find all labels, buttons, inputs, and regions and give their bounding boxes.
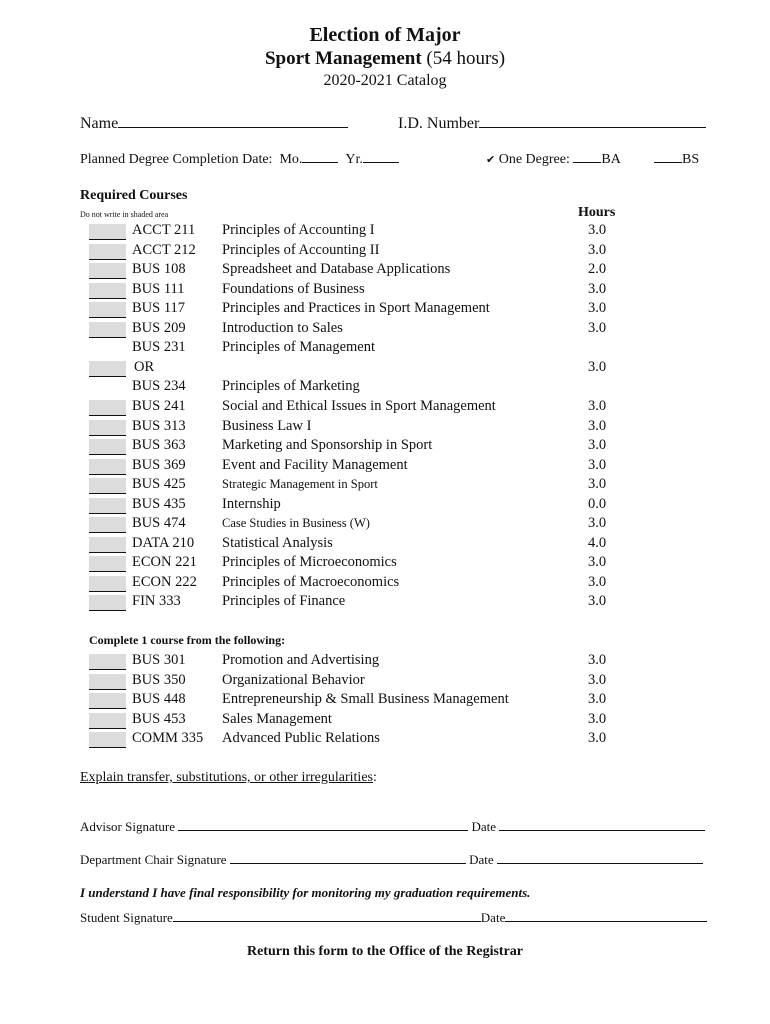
- name-field[interactable]: [80, 115, 348, 133]
- course-code: BUS 241: [132, 397, 186, 414]
- chair-signature-line[interactable]: [230, 863, 466, 864]
- course-row: [0, 652, 770, 671]
- grade-box[interactable]: [89, 361, 126, 377]
- grade-box[interactable]: [89, 713, 126, 729]
- course-row: [0, 281, 770, 300]
- chair-signature-field: [80, 852, 703, 868]
- course-name: Organizational Behavior: [222, 671, 365, 688]
- hours-heading: Hours: [578, 205, 616, 220]
- grade-box[interactable]: [89, 478, 126, 494]
- responsibility-statement: I understand I have final responsibility for monitoring my graduation requirements.: [80, 885, 531, 900]
- electives-heading: Complete 1 course from the following:: [89, 633, 286, 647]
- course-hours: 3.0: [587, 319, 607, 336]
- grade-box[interactable]: [89, 595, 126, 611]
- student-signature-field: [80, 910, 707, 926]
- course-row: [0, 398, 770, 417]
- course-hours: 3.0: [587, 671, 607, 688]
- irregularities-label: Explain transfer, substitutions, or other irregularities: [80, 770, 373, 785]
- id-number-label: I.D. Number: [398, 115, 480, 132]
- ba-label: BA: [601, 152, 621, 167]
- grade-box[interactable]: [89, 556, 126, 572]
- grade-box[interactable]: [89, 283, 126, 299]
- course-name: Case Studies in Business (W): [222, 516, 370, 531]
- advisor-signature-label: Advisor Signature: [80, 819, 175, 834]
- course-hours: 4.0: [587, 534, 607, 551]
- grade-box[interactable]: [89, 439, 126, 455]
- course-name: Principles of Finance: [222, 593, 346, 610]
- course-row: [0, 730, 770, 749]
- grade-box[interactable]: [89, 693, 126, 709]
- student-date-label: Date: [480, 910, 506, 925]
- course-row: [0, 418, 770, 437]
- course-row: [0, 515, 770, 534]
- or-label: OR: [134, 358, 155, 375]
- grade-box[interactable]: [89, 400, 126, 416]
- course-code: ACCT 211: [132, 222, 196, 238]
- course-name: Strategic Management in Sport: [222, 477, 378, 492]
- course-name: Statistical Analysis: [222, 534, 333, 551]
- course-code: DATA 210: [132, 534, 195, 551]
- course-row: [0, 691, 770, 710]
- grade-box[interactable]: [89, 537, 126, 553]
- course-name: Foundations of Business: [222, 280, 365, 297]
- course-name: Principles of Microeconomics: [222, 554, 397, 571]
- course-row: [0, 320, 770, 339]
- course-hours: 3.0: [587, 222, 607, 238]
- course-name: Principles of Accounting I: [222, 222, 375, 238]
- course-row: [0, 711, 770, 730]
- grade-box[interactable]: [89, 302, 126, 318]
- course-name: Principles of Macroeconomics: [222, 573, 400, 590]
- chair-signature-label: Department Chair Signature: [80, 852, 227, 867]
- course-row: [0, 476, 770, 495]
- course-row: [0, 554, 770, 573]
- id-number-field[interactable]: [398, 115, 706, 133]
- grade-box[interactable]: [89, 732, 126, 748]
- course-hours: 3.0: [587, 593, 607, 610]
- advisor-date-label: Date: [471, 819, 497, 834]
- course-hours: 2.0: [587, 261, 607, 278]
- course-hours: 3.0: [587, 437, 607, 454]
- course-code: ECON 222: [132, 573, 197, 590]
- course-row: [0, 222, 770, 241]
- course-hours: 3.0: [587, 730, 607, 747]
- grade-box[interactable]: [89, 459, 126, 475]
- course-name: Principles of Accounting II: [222, 241, 380, 258]
- course-hours: 3.0: [587, 358, 607, 375]
- course-hours: 3.0: [587, 710, 607, 727]
- course-code: BUS 435: [132, 495, 186, 512]
- course-code: BUS 301: [132, 652, 186, 668]
- course-code: ACCT 212: [132, 241, 196, 258]
- course-code: BUS 209: [132, 319, 186, 336]
- course-name: Social and Ethical Issues in Sport Management: [222, 397, 496, 414]
- course-hours: 3.0: [587, 515, 607, 532]
- course-hours: 3.0: [587, 691, 607, 708]
- course-code: BUS 313: [132, 417, 186, 434]
- one-degree-label: One Degree:: [498, 152, 570, 167]
- grade-box[interactable]: [89, 654, 126, 670]
- course-row: [0, 378, 770, 397]
- course-code: BUS 448: [132, 691, 186, 708]
- course-hours: 3.0: [587, 554, 607, 571]
- course-code: BUS 234: [132, 378, 186, 395]
- course-row: [0, 300, 770, 319]
- bs-field: [654, 152, 699, 168]
- major-title: [0, 48, 770, 70]
- course-row: [0, 261, 770, 280]
- month-line[interactable]: [302, 162, 338, 163]
- course-code: FIN 333: [132, 593, 181, 610]
- course-code: BUS 425: [132, 476, 186, 493]
- course-name: Marketing and Sponsorship in Sport: [222, 437, 433, 454]
- completion-date-label: Planned Degree Completion Date:: [80, 152, 273, 167]
- course-name: Business Law I: [222, 417, 312, 434]
- course-code: BUS 369: [132, 456, 186, 473]
- course-hours: 3.0: [587, 280, 607, 297]
- course-hours: 3.0: [587, 652, 607, 668]
- completion-date-field: [80, 152, 399, 168]
- course-row: [0, 593, 770, 612]
- course-row: [0, 359, 770, 378]
- shaded-area-note: Do not write in shaded area: [80, 210, 169, 219]
- bs-line[interactable]: [654, 162, 682, 163]
- course-hours: 3.0: [587, 241, 607, 258]
- course-row: [0, 437, 770, 456]
- course-code: BUS 363: [132, 437, 186, 454]
- year-label: Yr.: [345, 152, 363, 167]
- course-row: [0, 535, 770, 554]
- bs-label: BS: [682, 152, 700, 167]
- chair-date-label: Date: [469, 852, 494, 867]
- course-code: BUS 108: [132, 261, 186, 278]
- course-hours: 3.0: [587, 456, 607, 473]
- chair-date-line[interactable]: [497, 863, 703, 864]
- course-code: COMM 335: [132, 730, 204, 747]
- required-courses-heading: Required Courses: [80, 188, 188, 203]
- course-hours: 3.0: [587, 300, 607, 317]
- grade-box[interactable]: [89, 517, 126, 533]
- course-code: BUS 350: [132, 671, 186, 688]
- student-date-line[interactable]: [505, 921, 707, 922]
- month-label: Mo.: [279, 152, 303, 167]
- major-hours: (54 hours): [421, 48, 506, 69]
- grade-box[interactable]: [89, 322, 126, 338]
- course-hours: 3.0: [587, 573, 607, 590]
- course-row: [0, 672, 770, 691]
- one-degree-field: [486, 152, 621, 168]
- course-code: BUS 111: [132, 280, 185, 297]
- course-hours: 3.0: [587, 397, 607, 414]
- irregularities-colon: :: [372, 770, 377, 785]
- student-signature-line[interactable]: [173, 921, 481, 922]
- grade-box[interactable]: [89, 420, 126, 436]
- return-instructions: Return this form to the Office of the Registrar: [246, 944, 524, 959]
- grade-box[interactable]: [89, 263, 126, 279]
- advisor-signature-field: [80, 819, 705, 835]
- course-name: Entrepreneurship & Small Business Management: [222, 691, 509, 708]
- course-name: Sales Management: [222, 710, 332, 727]
- course-row: [0, 457, 770, 476]
- course-name: Promotion and Advertising: [222, 652, 380, 668]
- year-line[interactable]: [363, 162, 399, 163]
- advisor-signature-line[interactable]: [178, 830, 468, 831]
- course-hours: 3.0: [587, 417, 607, 434]
- catalog-year: 2020-2021 Catalog: [323, 72, 447, 89]
- advisor-date-line[interactable]: [499, 830, 705, 831]
- grade-box[interactable]: [89, 498, 126, 514]
- course-hours: 0.0: [587, 495, 607, 512]
- course-code: BUS 117: [132, 300, 186, 317]
- irregularities-prompt: [80, 770, 377, 786]
- course-name: Principles of Marketing: [222, 378, 360, 395]
- course-name: Internship: [222, 495, 281, 512]
- course-name: Advanced Public Relations: [222, 730, 380, 747]
- name-line[interactable]: [118, 127, 348, 128]
- check-icon: ✔: [486, 153, 496, 166]
- course-row: [0, 574, 770, 593]
- course-name: Principles and Practices in Sport Management: [222, 300, 490, 317]
- course-name: Introduction to Sales: [222, 319, 343, 336]
- course-name: Principles of Management: [222, 339, 376, 356]
- course-code: BUS 231: [132, 339, 186, 356]
- course-name: Spreadsheet and Database Applications: [222, 261, 451, 278]
- course-name: Event and Facility Management: [222, 456, 408, 473]
- major-name: Sport Management: [264, 48, 422, 69]
- grade-box[interactable]: [89, 244, 126, 260]
- id-number-line[interactable]: [479, 127, 706, 128]
- course-row: [0, 339, 770, 358]
- form-title: Election of Major: [309, 24, 461, 46]
- course-row: [0, 242, 770, 261]
- grade-box[interactable]: [89, 224, 126, 240]
- course-hours: 3.0: [587, 476, 607, 493]
- course-code: BUS 453: [132, 710, 186, 727]
- grade-box[interactable]: [89, 576, 126, 592]
- ba-line[interactable]: [573, 162, 601, 163]
- name-label: Name: [80, 115, 119, 132]
- course-row: [0, 496, 770, 515]
- grade-box[interactable]: [89, 674, 126, 690]
- course-code: ECON 221: [132, 554, 197, 571]
- student-signature-label: Student Signature: [80, 910, 173, 925]
- course-code: BUS 474: [132, 515, 186, 532]
